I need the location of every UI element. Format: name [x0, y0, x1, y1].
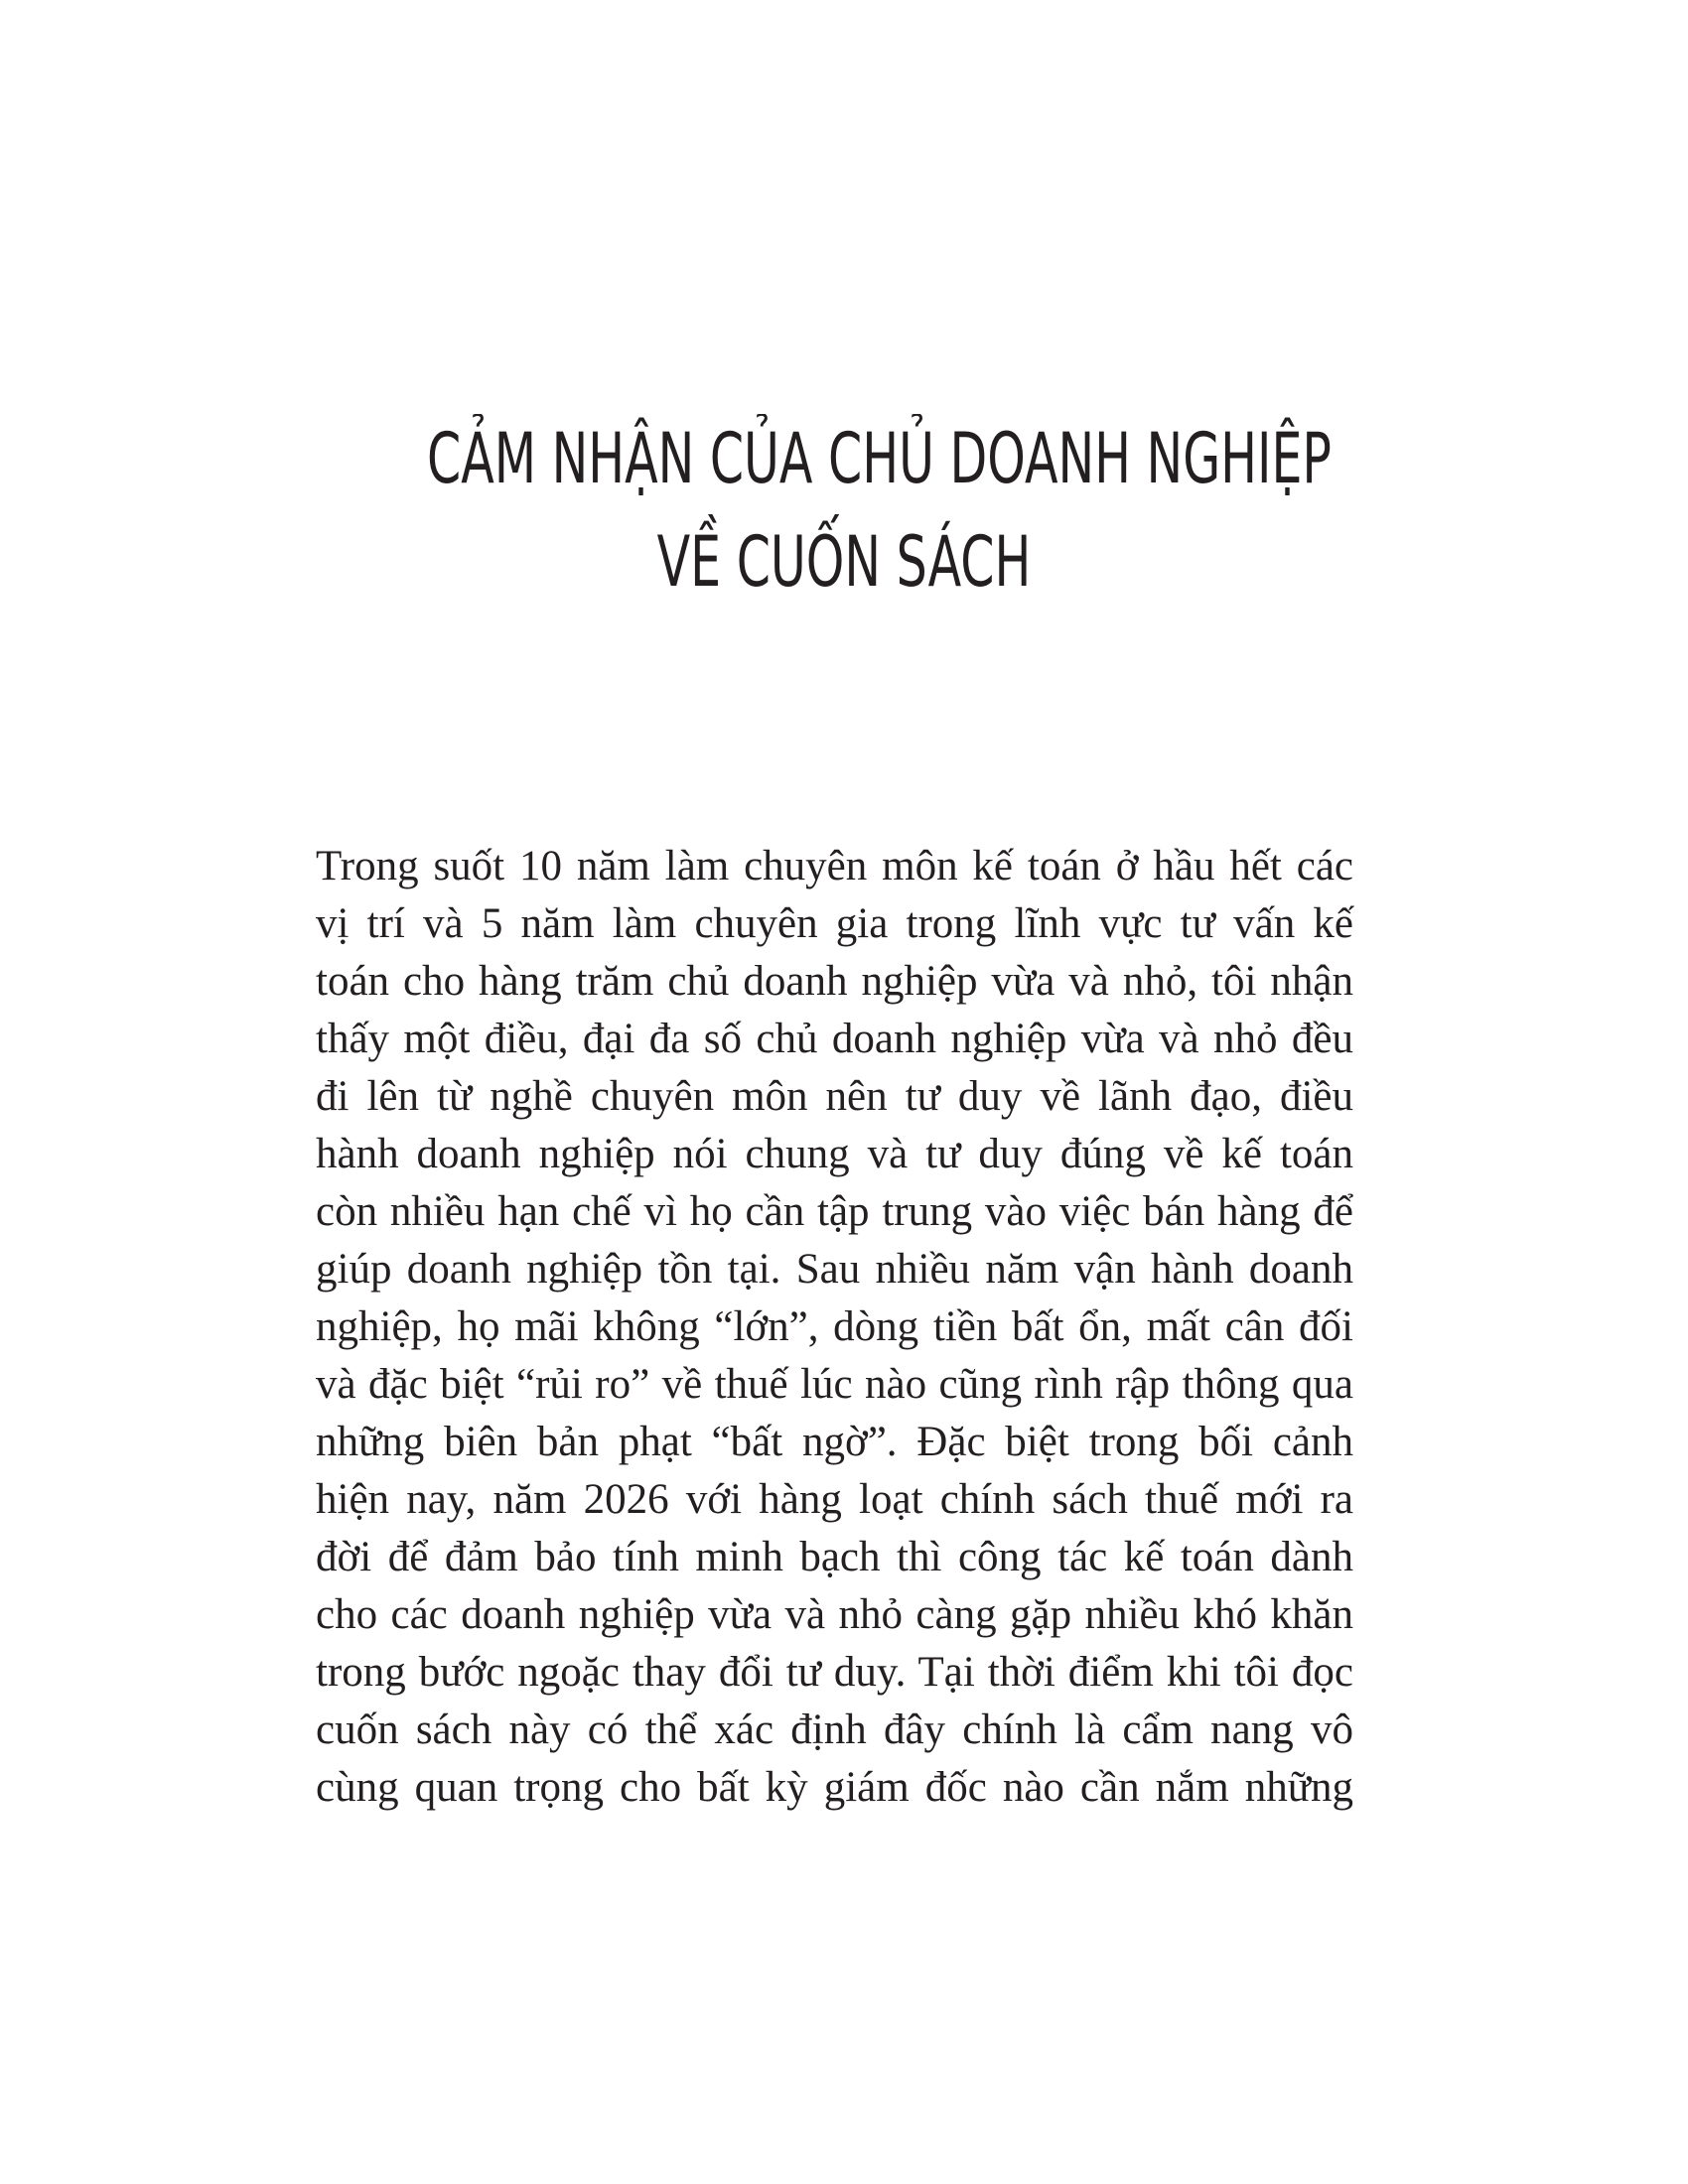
- body-line: thấy một điều, đại đa số chủ doanh nghiệp vừa và nhỏ đều: [316, 1016, 1353, 1062]
- body-line: đi lên từ nghề chuyên môn nên tư duy về lãnh đạo, điều: [316, 1073, 1353, 1120]
- body-line: trong bước ngoặc thay đổi tư duy. Tại thời điểm khi tôi đọc: [316, 1649, 1353, 1696]
- body-line: và đặc biệt “rủi ro” về thuế lúc nào cũng rình rập thông qua: [316, 1361, 1353, 1408]
- body-line: đời để đảm bảo tính minh bạch thì công tác kế toán dành: [316, 1534, 1353, 1580]
- body-line: cùng quan trọng cho bất kỳ giám đốc nào cần nắm những: [316, 1764, 1353, 1811]
- body-line: nghiệp, họ mãi không “lớn”, dòng tiền bất ổn, mất cân đối: [316, 1303, 1353, 1350]
- body-line: cuốn sách này có thể xác định đây chính là cẩm nang vô: [316, 1706, 1353, 1753]
- body-line: còn nhiều hạn chế vì họ cần tập trung vào việc bán hàng để: [316, 1188, 1353, 1235]
- body-line: giúp doanh nghiệp tồn tại. Sau nhiều năm vận hành doanh: [316, 1246, 1353, 1293]
- body-line: toán cho hàng trăm chủ doanh nghiệp vừa và nhỏ, tôi nhận: [316, 958, 1353, 1005]
- chapter-title-line-1: CẢM NHẬN CỦA CHỦ DOANH NGHIỆP: [427, 418, 1332, 499]
- body-paragraph: [316, 838, 1353, 1817]
- chapter-title: [248, 407, 1440, 614]
- body-line: những biên bản phạt “bất ngờ”. Đặc biệt trong bối cảnh: [316, 1419, 1353, 1465]
- body-line: hành doanh nghiệp nói chung và tư duy đúng về kế toán: [316, 1131, 1353, 1177]
- body-line: cho các doanh nghiệp vừa và nhỏ càng gặp nhiều khó khăn: [316, 1591, 1353, 1638]
- chapter-title-line-2: VỀ CUỐN SÁCH: [656, 521, 1032, 603]
- body-line: Trong suốt 10 năm làm chuyên môn kế toán ở hầu hết các: [316, 843, 1353, 889]
- body-line: vị trí và 5 năm làm chuyên gia trong lĩnh vực tư vấn kế: [316, 900, 1353, 947]
- body-line: hiện nay, năm 2026 với hàng loạt chính sách thuế mới ra: [316, 1476, 1353, 1523]
